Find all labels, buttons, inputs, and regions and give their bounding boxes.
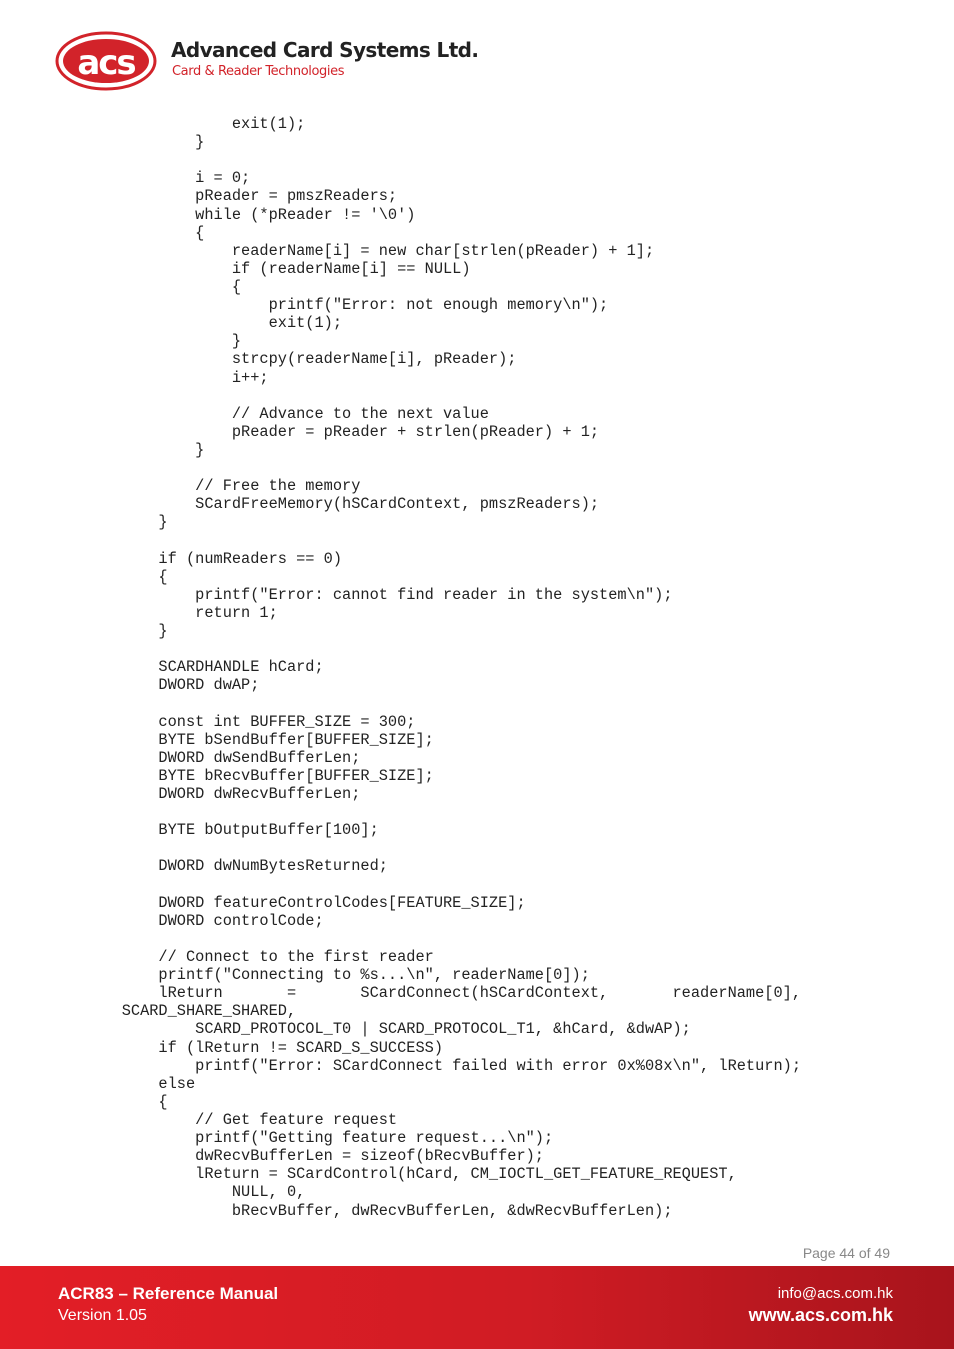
code-line: DWORD dwRecvBufferLen; — [85, 785, 361, 804]
code-line: // Advance to the next value — [85, 404, 489, 423]
code-line: DWORD dwSendBufferLen; — [85, 748, 361, 767]
code-line: if (lReturn != SCARD_S_SUCCESS) — [85, 1038, 444, 1057]
acs-logo — [54, 30, 158, 99]
code-line: printf("Error: SCardConnect failed with error 0x%08x\n", lReturn); — [85, 1056, 802, 1075]
code-line: { — [85, 277, 242, 296]
code-line: pReader = pmszReaders; — [85, 187, 398, 206]
code-line: pReader = pReader + strlen(pReader) + 1; — [85, 422, 600, 441]
footer-bar — [0, 1266, 954, 1349]
code-line: BYTE bOutputBuffer[100]; — [85, 821, 379, 840]
code-line: } — [85, 513, 168, 532]
code-line: } — [85, 133, 205, 152]
code-line: SCARD_SHARE_SHARED, — [85, 1002, 297, 1021]
code-line: exit(1); — [85, 314, 343, 333]
code-line: dwRecvBufferLen = sizeof(bRecvBuffer); — [85, 1147, 544, 1166]
code-line: SCARD_PROTOCOL_T0 | SCARD_PROTOCOL_T1, &hCard, &dwAP); — [85, 1020, 691, 1039]
code-line: // Free the memory — [85, 477, 361, 496]
code-line: SCARDHANDLE hCard; — [85, 658, 324, 677]
code-line: lReturn = SCardControl(hCard, CM_IOCTL_GET_FEATURE_REQUEST, — [85, 1165, 737, 1184]
code-listing — [0, 115, 954, 1220]
code-line — [85, 151, 954, 169]
code-line: } — [85, 440, 205, 459]
code-line: readerName[i] = new char[strlen(pReader) + 1]; — [85, 241, 655, 260]
code-line — [85, 459, 954, 477]
website-link[interactable]: www.acs.com.hk — [748, 1305, 893, 1325]
code-line: while (*pReader != '\0') — [85, 205, 416, 224]
code-line: } — [85, 332, 242, 351]
code-line: // Connect to the first reader — [85, 948, 434, 967]
code-line — [85, 695, 954, 713]
code-line: // Get feature request — [85, 1111, 398, 1130]
company-name: Advanced Card Systems Ltd. — [171, 38, 479, 62]
code-line: lReturn = SCardConnect(hSCardContext, readerName[0], — [85, 984, 802, 1003]
code-line — [85, 532, 954, 550]
code-line — [85, 876, 954, 894]
code-line — [85, 803, 954, 821]
code-line: i = 0; — [85, 169, 251, 188]
code-line: BYTE bRecvBuffer[BUFFER_SIZE]; — [85, 766, 434, 785]
contact-email[interactable]: info@acs.com.hk — [777, 1285, 893, 1302]
code-line — [85, 930, 954, 948]
code-line — [85, 387, 954, 405]
code-line: { — [85, 223, 205, 242]
code-line: SCardFreeMemory(hSCardContext, pmszReaders); — [85, 495, 600, 514]
code-line: printf("Error: not enough memory\n"); — [85, 296, 609, 315]
code-line: DWORD dwAP; — [85, 676, 260, 695]
document-version: Version 1.05 — [58, 1307, 147, 1324]
code-line: { — [85, 1092, 168, 1111]
code-line: { — [85, 567, 168, 586]
code-line: bRecvBuffer, dwRecvBufferLen, &dwRecvBufferLen); — [85, 1201, 673, 1220]
code-line: DWORD dwNumBytesReturned; — [85, 857, 388, 876]
code-line: } — [85, 622, 168, 641]
code-line: if (readerName[i] == NULL) — [85, 259, 471, 278]
code-line — [85, 839, 954, 857]
page-number: Page 44 of 49 — [802, 1245, 890, 1261]
company-tagline: Card & Reader Technologies — [172, 64, 345, 79]
code-line — [85, 640, 954, 658]
code-line: printf("Getting feature request...\n"); — [85, 1129, 554, 1148]
code-line: const int BUFFER_SIZE = 300; — [85, 712, 416, 731]
code-line: NULL, 0, — [85, 1183, 306, 1202]
code-line: DWORD featureControlCodes[FEATURE_SIZE]; — [85, 893, 526, 912]
code-line: printf("Connecting to %s...\n", readerName[0]); — [85, 966, 590, 985]
code-line: DWORD controlCode; — [85, 911, 324, 930]
code-line: printf("Error: cannot find reader in the system\n"); — [85, 585, 673, 604]
code-line: if (numReaders == 0) — [85, 549, 343, 568]
code-line: exit(1); — [85, 115, 306, 133]
code-line: return 1; — [85, 603, 278, 622]
code-line: else — [85, 1074, 196, 1093]
logo-text: acs — [77, 43, 135, 83]
code-line: BYTE bSendBuffer[BUFFER_SIZE]; — [85, 730, 434, 749]
code-line: i++; — [85, 368, 269, 387]
document-title: ACR83 – Reference Manual — [58, 1284, 279, 1303]
code-line: strcpy(readerName[i], pReader); — [85, 350, 517, 369]
